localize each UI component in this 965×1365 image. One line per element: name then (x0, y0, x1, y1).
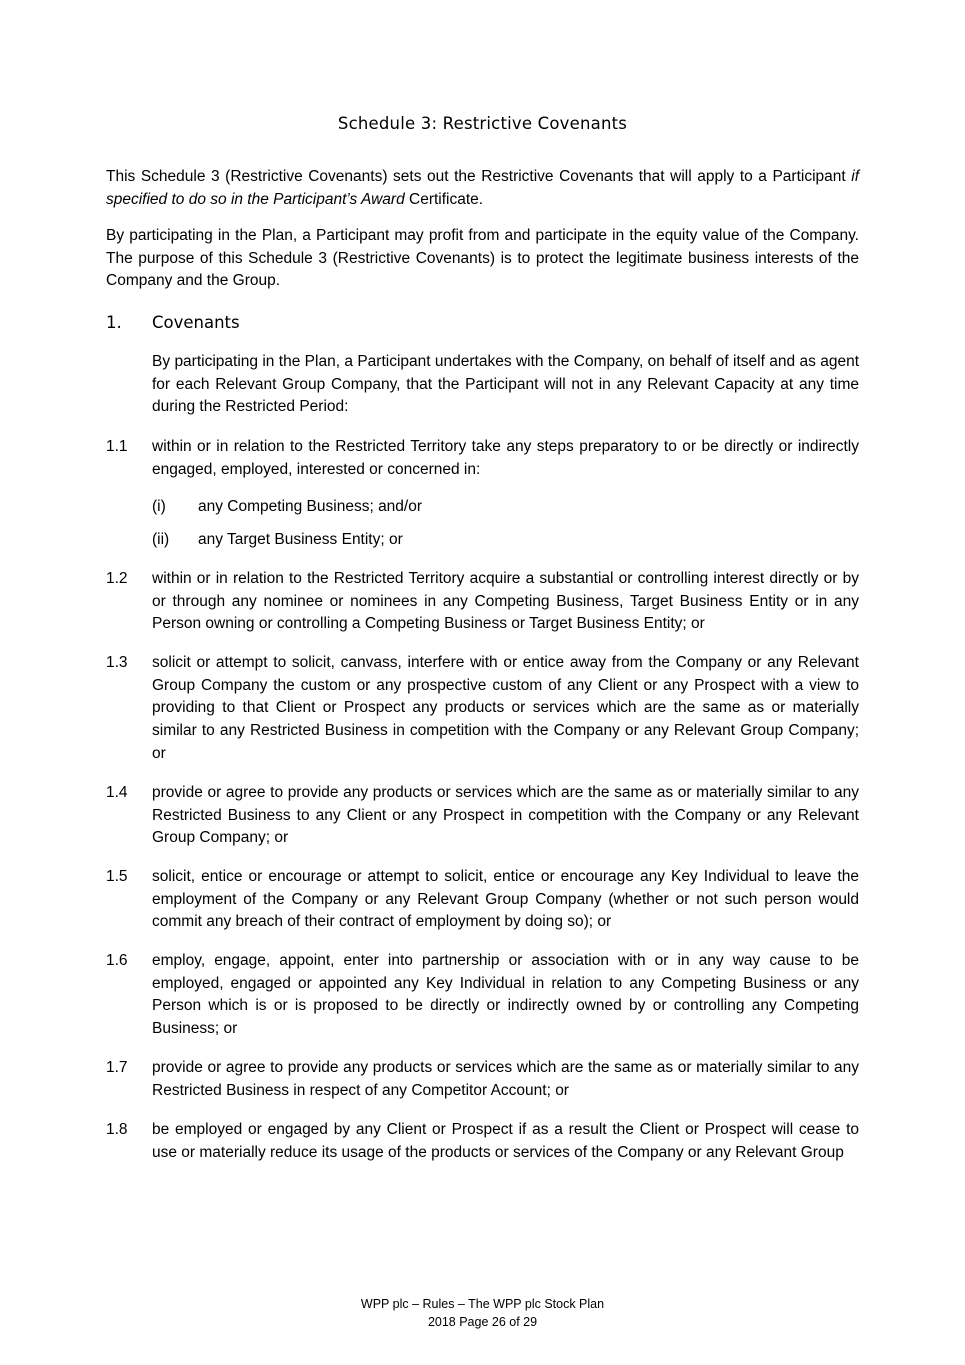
clause-1-3 (106, 652, 859, 766)
clause-text: provide or agree to provide any products or services which are the same as or materially similar to any Restricted Business in respect of any Competitor Account; or (152, 1059, 859, 1099)
clause-1-8 (106, 1119, 859, 1164)
footer-document-title: WPP plc – Rules – The WPP plc Stock Plan (360, 1297, 605, 1311)
section-lead-paragraph: By participating in the Plan, a Participant undertakes with the Company, on behalf of itself and as agent for each Relevant Group Company, that the Participant will not in any Relevant Capacity at any time during the Restricted Period: (152, 353, 859, 416)
section-title: Covenants (152, 313, 240, 332)
clause-number: 1.5 (106, 868, 128, 885)
subclause-i (152, 496, 859, 519)
page-footer (0, 1295, 965, 1331)
clause-1-5 (106, 866, 859, 934)
intro-text: This Schedule 3 (Restrictive Covenants) sets out the Restrictive Covenants that will apply to a Participant (106, 168, 852, 185)
clause-1-2 (106, 568, 859, 636)
clause-number: 1.6 (106, 952, 128, 969)
clause-text: solicit, entice or encourage or attempt to solicit, entice or encourage any Key Individual to leave the employment of the Company or any Relevant Group Company (whether or not such person would commit any breach of their contract of employment by doing so); or (152, 868, 859, 931)
clause-text: within or in relation to the Restricted Territory acquire a substantial or controlling interest directly or by or through any nominee or nominees in any Competing Business, Target Business Entity or in any Person owning or controlling a Competing Business or Target Business Entity; or (152, 570, 859, 633)
subclause-number: (ii) (152, 531, 170, 548)
clause-1-4 (106, 782, 859, 850)
clause-text: provide or agree to provide any products or services which are the same as or materially similar to any Restricted Business to any Client or any Prospect in competition with the Company or any Relevant Group Company; or (152, 784, 859, 847)
clause-text: within or in relation to the Restricted Territory take any steps preparatory to or be directly or indirectly engaged, employed, interested or concerned in: (152, 438, 859, 478)
clause-text: solicit or attempt to solicit, canvass, interfere with or entice away from the Company or any Relevant Group Company the custom or any prospective custom of any Client or any Prospect with a view to providing to that Client or Prospect any products or services which are the same as or materially similar to any Restricted Business in competition with the Company or any Relevant Group Company; or (152, 654, 859, 762)
clause-text: be employed or engaged by any Client or Prospect if as a result the Client or Prospect will cease to use or materially reduce its usage of the products or services of the Company or any Relevant Group (152, 1121, 859, 1161)
subclause-number: (i) (152, 498, 166, 515)
intro-text-end: Certificate. (404, 190, 484, 208)
clause-1-7 (106, 1057, 859, 1102)
section-heading (106, 313, 240, 332)
schedule-title: Schedule 3: Restrictive Covenants (337, 114, 628, 133)
subclause-text: any Competing Business; and/or (198, 498, 423, 515)
clause-number: 1.1 (106, 438, 128, 455)
section-number: 1. (106, 313, 122, 332)
clause-number: 1.8 (106, 1121, 128, 1138)
clause-1-6 (106, 950, 859, 1041)
clause-1-1 (106, 436, 859, 481)
clause-number: 1.4 (106, 784, 128, 801)
subclause-text: any Target Business Entity; or (198, 531, 403, 548)
subclause-ii (152, 529, 859, 552)
clause-number: 1.2 (106, 570, 128, 587)
clause-text: employ, engage, appoint, enter into partnership or association with or in any way cause to be employed, engaged or appointed any Key Individual in relation to any Competing Business or any Person which is or is proposed to be directly or indirectly owned by or controlling any Competing Business; or (152, 952, 859, 1038)
clause-number: 1.7 (106, 1059, 128, 1076)
intro-italic-text: if specified to do so in the Participant’s Award (106, 168, 859, 208)
intro-paragraph-1 (106, 166, 859, 211)
footer-page-number: 2018 Page 26 of 29 (427, 1315, 538, 1329)
clause-number: 1.3 (106, 654, 128, 671)
intro-paragraph-2: By participating in the Plan, a Participant may profit from and participate in the equity value of the Company. The purpose of this Schedule 3 (Restrictive Covenants) is to protect the legitimate business interests of the Company and the Group. (106, 227, 859, 290)
